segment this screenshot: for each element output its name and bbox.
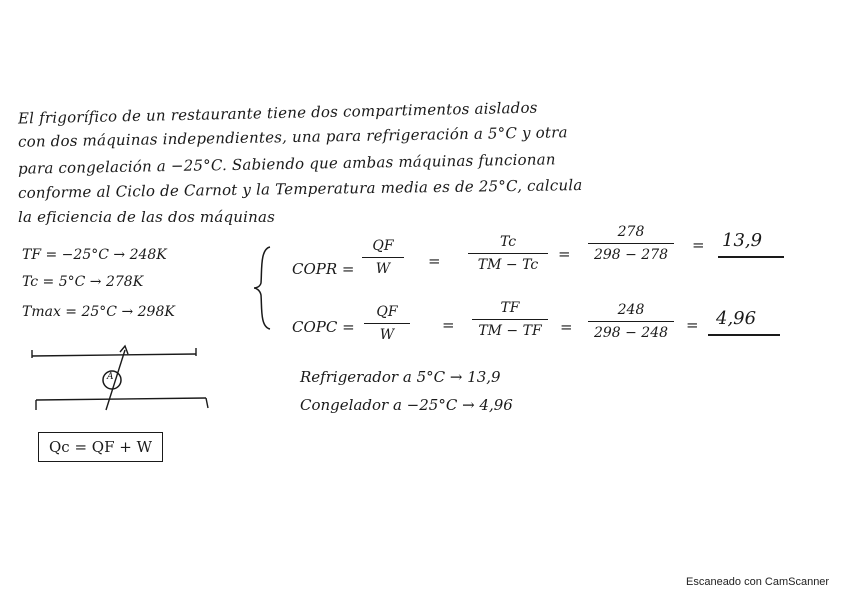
problem-line-1: El frigorífico de un restaurante tiene dos compartimentos aislados bbox=[17, 98, 538, 128]
equals-sign: = bbox=[686, 316, 699, 334]
brace-icon bbox=[252, 245, 274, 331]
fraction-bar bbox=[364, 323, 410, 324]
cop-c-frac-3 bbox=[588, 302, 674, 341]
cop-c-f3-den: 298 − 248 bbox=[593, 325, 669, 342]
equals-sign: = bbox=[428, 252, 441, 270]
given-tmax: Tmax = 25°C → 298K bbox=[22, 304, 175, 320]
cop-r-result-underline bbox=[718, 256, 784, 258]
problem-line-3: para congelación a −25°C. Sabiendo que ambas máquinas funcionan bbox=[17, 150, 556, 178]
problem-line-2: con dos máquinas independientes, una para refrigeración a 5°C y otra bbox=[17, 123, 568, 151]
energy-balance-box: Qc = QF + W bbox=[38, 432, 163, 462]
cop-c-f1-num: QF bbox=[376, 304, 398, 320]
cop-r-f1-num: QF bbox=[372, 238, 394, 254]
cop-r-f2-num: Tc bbox=[499, 234, 517, 250]
fraction-bar bbox=[588, 321, 674, 322]
cop-r-frac-1 bbox=[362, 238, 404, 277]
equals-sign: = bbox=[560, 318, 573, 336]
engine-circle-label: A bbox=[107, 372, 114, 382]
cop-r-frac-2 bbox=[468, 234, 548, 273]
given-tf: TF = −25°C → 248K bbox=[22, 247, 167, 263]
cop-r-label: COPR = bbox=[292, 260, 355, 278]
cop-c-frac-2 bbox=[472, 300, 548, 339]
cop-c-label: COPC = bbox=[292, 318, 355, 336]
cop-r-f3-den: 298 − 278 bbox=[593, 247, 669, 264]
result-refrigerator: Refrigerador a 5°C → 13,9 bbox=[300, 368, 501, 386]
cop-r-f1-den: W bbox=[375, 261, 391, 278]
cop-c-f3-num: 248 bbox=[617, 302, 645, 318]
cop-c-result: 4,96 bbox=[716, 308, 757, 329]
given-tc: Tc = 5°C → 278K bbox=[22, 274, 144, 290]
fraction-bar bbox=[472, 319, 548, 320]
cop-c-f1-den: W bbox=[379, 327, 395, 344]
fraction-bar bbox=[588, 243, 674, 244]
equals-sign: = bbox=[442, 316, 455, 334]
fraction-bar bbox=[362, 257, 404, 258]
equals-sign: = bbox=[692, 236, 705, 254]
heat-engine-sketch bbox=[28, 340, 218, 420]
cop-c-f2-den: TM − TF bbox=[478, 323, 542, 340]
cop-r-f2-den: TM − Tc bbox=[477, 257, 539, 274]
cop-c-f2-num: TF bbox=[500, 300, 520, 316]
problem-line-4: conforme al Ciclo de Carnot y la Temperatura media es de 25°C, calcula bbox=[17, 176, 583, 202]
cop-c-frac-1 bbox=[364, 304, 410, 343]
cop-r-frac-3 bbox=[588, 224, 674, 263]
problem-line-5: la eficiencia de las dos máquinas bbox=[18, 208, 276, 226]
fraction-bar bbox=[468, 253, 548, 254]
cop-c-result-underline bbox=[708, 334, 780, 336]
cop-r-f3-num: 278 bbox=[617, 224, 645, 240]
result-freezer: Congelador a −25°C → 4,96 bbox=[300, 396, 513, 414]
scanner-watermark: Escaneado con CamScanner bbox=[686, 576, 830, 588]
equals-sign: = bbox=[558, 245, 571, 263]
cop-r-result: 13,9 bbox=[722, 230, 763, 251]
